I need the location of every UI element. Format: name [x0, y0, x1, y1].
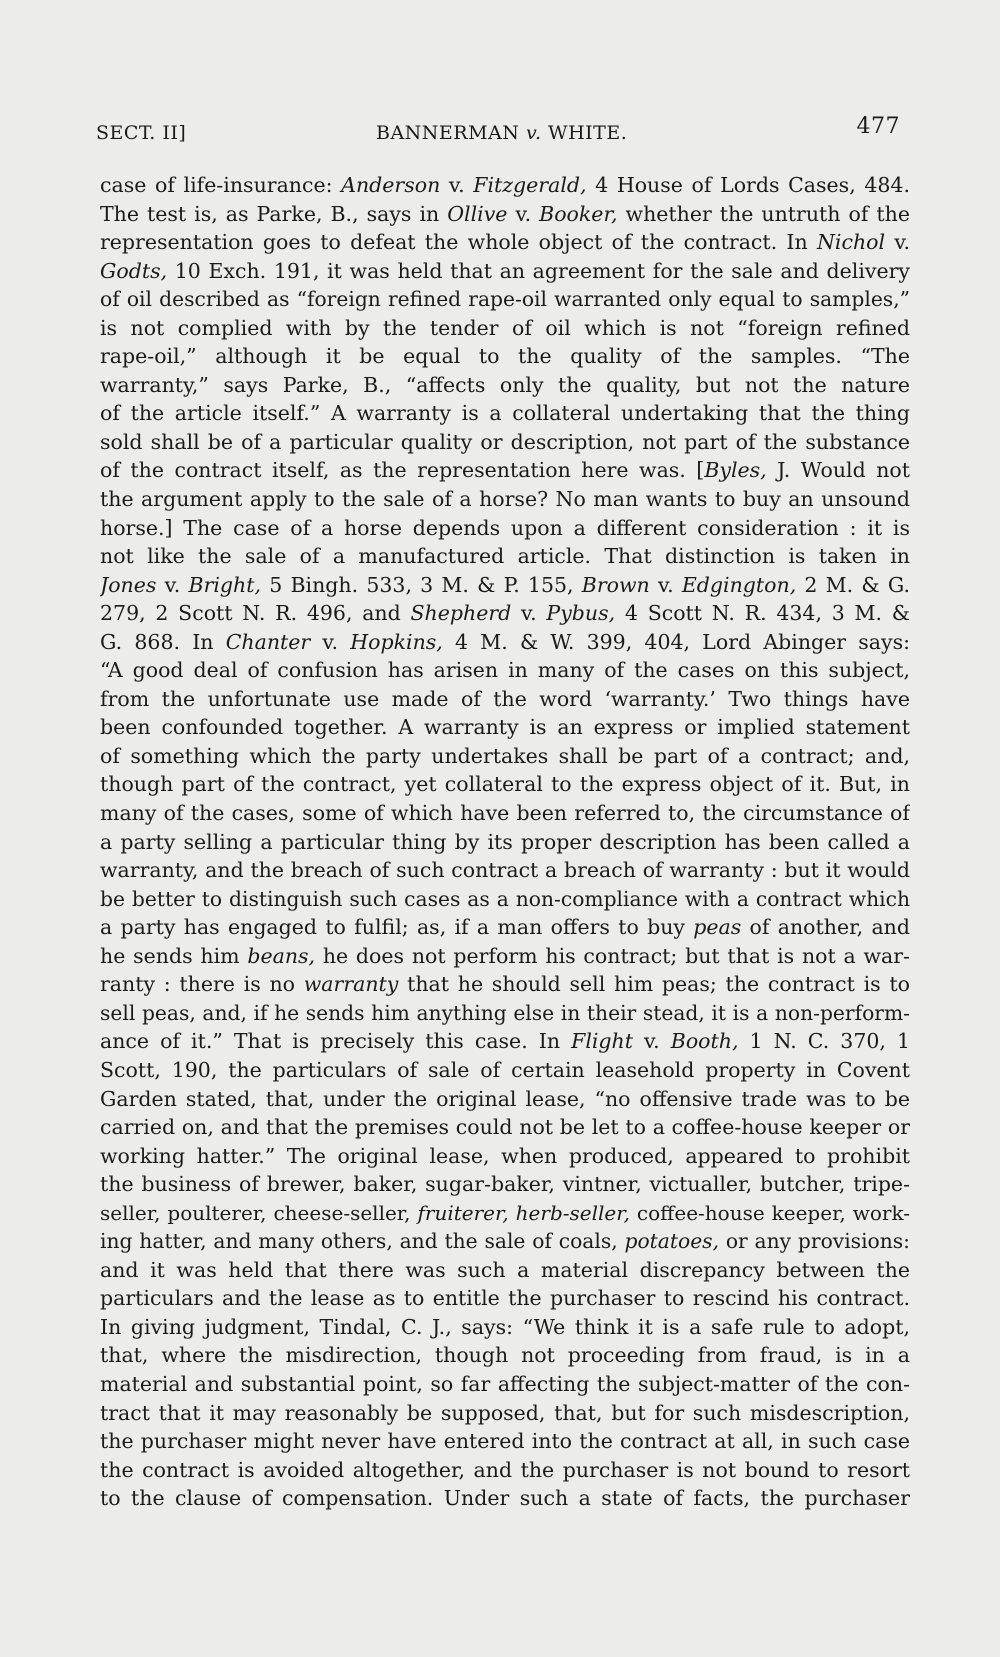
text-run: many of the cases, some of which have been referred to, the circumstance of — [100, 801, 910, 826]
text-run: horse.] The case of a horse depends upon a different consideration : it is — [100, 515, 910, 540]
text-line — [100, 1399, 910, 1428]
italic-text: fruiterer, herb-seller, — [417, 1200, 630, 1225]
text-line — [100, 1027, 910, 1056]
text-run: been confounded together. A warranty is an express or implied statement — [100, 715, 910, 740]
italic-text: peas — [693, 915, 742, 940]
text-line — [100, 1484, 910, 1513]
text-line — [100, 799, 910, 828]
text-run: to the clause of compensation. Under such a state of facts, the purchaser — [100, 1486, 910, 1511]
text-run: sold shall be of a particular quality or description, not part of the substance — [100, 429, 910, 454]
text-run: 4 Scott N. R. 434, 3 M. & — [615, 601, 910, 626]
text-run: The test is, as Parke, B., says in — [100, 201, 448, 226]
text-run: that he should sell him peas; the contract is to — [398, 972, 910, 997]
text-line — [100, 770, 910, 799]
text-line — [100, 514, 910, 543]
text-run: 1 N. C. 370, 1 — [738, 1029, 910, 1054]
text-run: of the article itself.” A warranty is a collateral undertaking that the thing — [100, 401, 910, 426]
text-run: not like the sale of a manufactured article. That distinction is taken in — [100, 544, 910, 569]
text-line — [100, 1085, 910, 1114]
text-run: v. — [885, 230, 910, 255]
italic-text: Nichol — [816, 230, 886, 255]
italic-text: potatoes, — [624, 1229, 720, 1254]
text-line — [100, 685, 910, 714]
text-line — [100, 456, 910, 485]
text-line — [100, 828, 910, 857]
text-run: case of life-insurance: — [100, 173, 342, 197]
text-run: 10 Exch. 191, it was held that an agreement for the sale and delivery — [167, 258, 910, 283]
text-run: particulars and the lease as to entitle the purchaser to rescind his contract. — [100, 1286, 910, 1311]
text-line — [100, 285, 910, 314]
text-line — [100, 428, 910, 457]
text-line — [100, 1370, 910, 1399]
text-run: 279, 2 Scott N. R. 496, and — [100, 601, 411, 626]
text-run: 4 M. & W. 399, 404, Lord Abinger says: — [442, 629, 910, 654]
text-run: J. Would not — [766, 458, 910, 483]
text-line — [100, 885, 910, 914]
italic-text: Shepherd — [410, 601, 512, 626]
text-line — [100, 228, 910, 257]
italic-text: Fitzgerald, — [473, 173, 587, 197]
text-line — [100, 1227, 910, 1256]
text-run: of another, and — [741, 915, 910, 940]
italic-text: Pybus, — [546, 601, 616, 626]
text-line — [100, 970, 910, 999]
text-line — [100, 913, 910, 942]
text-run: sell peas, and, if he sends him anything else in their stead, it is a non-perform- — [100, 1000, 910, 1025]
text-line — [100, 485, 910, 514]
text-run: v. — [440, 173, 474, 197]
text-run: v. — [507, 201, 540, 226]
text-line — [100, 399, 910, 428]
text-run: the argument apply to the sale of a horse? No man wants to buy an unsound — [100, 487, 910, 512]
running-header — [96, 114, 900, 154]
italic-text: Flight — [571, 1029, 633, 1054]
text-line — [100, 257, 910, 286]
text-run: carried on, and that the premises could not be let to a coffee-house keeper or — [100, 1115, 910, 1140]
text-run: he sends him — [100, 943, 248, 968]
italic-text: Godts, — [100, 258, 168, 283]
text-run: 4 House of Lords Cases, 484. — [586, 173, 910, 197]
text-line — [100, 942, 910, 971]
text-line — [100, 1056, 910, 1085]
text-line — [100, 571, 910, 600]
text-run: a party selling a particular thing by its proper description has been called a — [100, 829, 910, 854]
text-line — [100, 856, 910, 885]
text-run: he does not perform his contract; but that is not a war- — [315, 943, 910, 968]
text-run: v. — [310, 629, 351, 654]
italic-text: Hopkins, — [350, 629, 443, 654]
text-run: warranty,” says Parke, B., “affects only the quality, but not the nature — [100, 372, 910, 397]
italic-text: Booker, — [539, 201, 618, 226]
text-run: “A good deal of confusion has arisen in many of the cases on this subject, — [100, 658, 910, 683]
text-line — [100, 1427, 910, 1456]
text-run: v. — [649, 572, 682, 597]
text-run: and it was held that there was such a material discrepancy between the — [100, 1257, 910, 1282]
text-run: of something which the party undertakes shall be part of a contract; and, — [100, 743, 910, 768]
text-run: 2 M. & G. — [796, 572, 910, 597]
text-line — [100, 1170, 910, 1199]
text-run: rape-oil,” although it be equal to the quality of the samples. “The — [100, 344, 910, 369]
italic-text: Jones — [100, 572, 157, 597]
running-title-left: BANNERMAN — [376, 122, 520, 144]
text-line — [100, 1113, 910, 1142]
text-run: whether the untruth of the — [617, 201, 910, 226]
italic-text: Bright, — [188, 572, 262, 597]
text-run: ranty : there is no — [100, 972, 304, 997]
italic-text: Byles, — [704, 458, 767, 483]
text-run: v. — [156, 572, 189, 597]
text-run: warranty, and the breach of such contract a breach of warranty : but it would — [100, 858, 910, 883]
italic-text: Edgington, — [681, 572, 797, 597]
text-line — [100, 1284, 910, 1313]
text-run: v. — [511, 601, 547, 626]
text-line — [100, 1456, 910, 1485]
running-title — [376, 122, 627, 144]
text-run: of oil described as “foreign refined rape-oil warranted only equal to samples,” — [100, 287, 910, 312]
text-run: coffee-house keeper, work- — [629, 1200, 910, 1225]
text-line — [100, 999, 910, 1028]
text-line — [100, 371, 910, 400]
section-label: SECT. II] — [96, 122, 187, 144]
running-title-right: WHITE. — [548, 122, 628, 144]
text-line — [100, 1313, 910, 1342]
text-run: tract that it may reasonably be supposed, that, but for such misdescription, — [100, 1400, 910, 1425]
text-line — [100, 1199, 910, 1228]
body-text — [100, 171, 910, 1513]
text-run: from the unfortunate use made of the word ‘warranty.’ Two things have — [100, 686, 910, 711]
italic-text: Brown — [581, 572, 650, 597]
text-run: of the contract itself, as the representation here was. [ — [100, 458, 705, 483]
text-line — [100, 742, 910, 771]
text-run: a party has engaged to fulfil; as, if a man offers to buy — [100, 915, 694, 940]
text-run: ance of it.” That is precisely this case. In — [100, 1029, 572, 1054]
text-run: In giving judgment, Tindal, C. J., says: “We think it is a safe rule to adopt, — [100, 1314, 910, 1339]
text-run: the purchaser might never have entered into the contract at all, in such case — [100, 1429, 910, 1454]
text-run: Garden stated, that, under the original lease, “no offensive trade was to be — [100, 1086, 910, 1111]
text-run: the contract is avoided altogether, and the purchaser is not bound to resort — [100, 1457, 910, 1482]
page-number: 477 — [856, 114, 900, 139]
italic-text: Booth, — [670, 1029, 739, 1054]
text-run: ing hatter, and many others, and the sale of coals, — [100, 1229, 625, 1254]
italic-text: beans, — [247, 943, 316, 968]
text-line — [100, 1341, 910, 1370]
text-run: though part of the contract, yet collateral to the express object of it. But, in — [100, 772, 910, 797]
text-run: v. — [633, 1029, 671, 1054]
text-line — [100, 171, 910, 200]
text-run: the business of brewer, baker, sugar-baker, vintner, victualler, butcher, tripe- — [100, 1172, 910, 1197]
italic-text: Ollive — [447, 201, 508, 226]
text-run: Scott, 190, the particulars of sale of certain leasehold property in Covent — [100, 1057, 910, 1082]
text-line — [100, 628, 910, 657]
text-run: seller, poulterer, cheese-seller, — [100, 1200, 418, 1225]
running-title-v: v. — [525, 122, 542, 144]
text-line — [100, 1142, 910, 1171]
text-run: working hatter.” The original lease, when produced, appeared to prohibit — [100, 1143, 910, 1168]
text-run: G. 868. In — [100, 629, 226, 654]
text-line — [100, 200, 910, 229]
text-line — [100, 599, 910, 628]
text-run: that, where the misdirection, though not proceeding from fraud, is in a — [100, 1343, 910, 1368]
text-line — [100, 713, 910, 742]
text-run: is not complied with by the tender of oil which is not “foreign refined — [100, 315, 910, 340]
text-line — [100, 314, 910, 343]
text-run: or any provisions: — [719, 1229, 910, 1254]
text-run: representation goes to defeat the whole object of the contract. In — [100, 230, 817, 255]
text-run: be better to distinguish such cases as a non-compliance with a contract which — [100, 886, 910, 911]
text-run: 5 Bingh. 533, 3 M. & P. 155, — [261, 572, 582, 597]
text-line — [100, 342, 910, 371]
text-line — [100, 656, 910, 685]
italic-text: Chanter — [225, 629, 311, 654]
italic-text: warranty — [303, 972, 399, 997]
italic-text: Anderson — [341, 173, 441, 197]
text-line — [100, 542, 910, 571]
text-run: material and substantial point, so far affecting the subject-matter of the con- — [100, 1371, 910, 1396]
text-line — [100, 1256, 910, 1285]
